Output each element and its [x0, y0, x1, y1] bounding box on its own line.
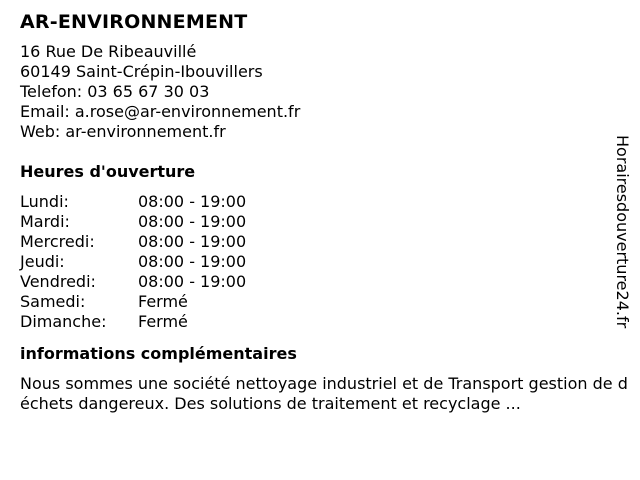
hours-value: 08:00 - 19:00: [138, 192, 247, 211]
opening-hours-heading: Heures d'ouverture: [20, 162, 196, 181]
day-label: Jeudi:: [20, 252, 65, 271]
web-line: Web: ar-environnement.fr: [20, 122, 226, 141]
hours-value: 08:00 - 19:00: [138, 272, 247, 291]
street-address: 16 Rue De Ribeauvillé: [20, 42, 197, 61]
email-line: Email: a.rose@ar-environnement.fr: [20, 102, 301, 121]
day-label: Mardi:: [20, 212, 70, 231]
hours-value: 08:00 - 19:00: [138, 252, 247, 271]
additional-info-text: Nous sommes une société nettoyage industriel et de Transport gestion de déchets dangereux. Des solutions de traitement et recyclage ...: [20, 374, 628, 413]
hours-row-wednesday: [20, 232, 620, 252]
hours-value: Fermé: [138, 292, 188, 311]
day-label: Vendredi:: [20, 272, 96, 291]
contact-block: [20, 42, 620, 142]
hours-row-friday: [20, 272, 620, 292]
hours-value: 08:00 - 19:00: [138, 212, 247, 231]
day-label: Mercredi:: [20, 232, 95, 251]
hours-row-sunday: [20, 312, 620, 332]
business-name: AR-ENVIRONNEMENT: [20, 11, 248, 33]
day-label: Dimanche:: [20, 312, 107, 331]
day-label: Lundi:: [20, 192, 69, 211]
hours-row-tuesday: [20, 212, 620, 232]
day-label: Samedi:: [20, 292, 86, 311]
opening-hours-table: [20, 192, 620, 332]
hours-row-thursday: [20, 252, 620, 272]
hours-row-saturday: [20, 292, 620, 312]
phone-line: Telefon: 03 65 67 30 03: [20, 82, 210, 101]
hours-row-monday: [20, 192, 620, 212]
city-address: 60149 Saint-Crépin-Ibouvillers: [20, 62, 263, 81]
site-watermark: Horairesdouverture24.fr: [613, 135, 632, 329]
additional-info-heading: informations complémentaires: [20, 344, 297, 363]
hours-value: 08:00 - 19:00: [138, 232, 247, 251]
hours-value: Fermé: [138, 312, 188, 331]
